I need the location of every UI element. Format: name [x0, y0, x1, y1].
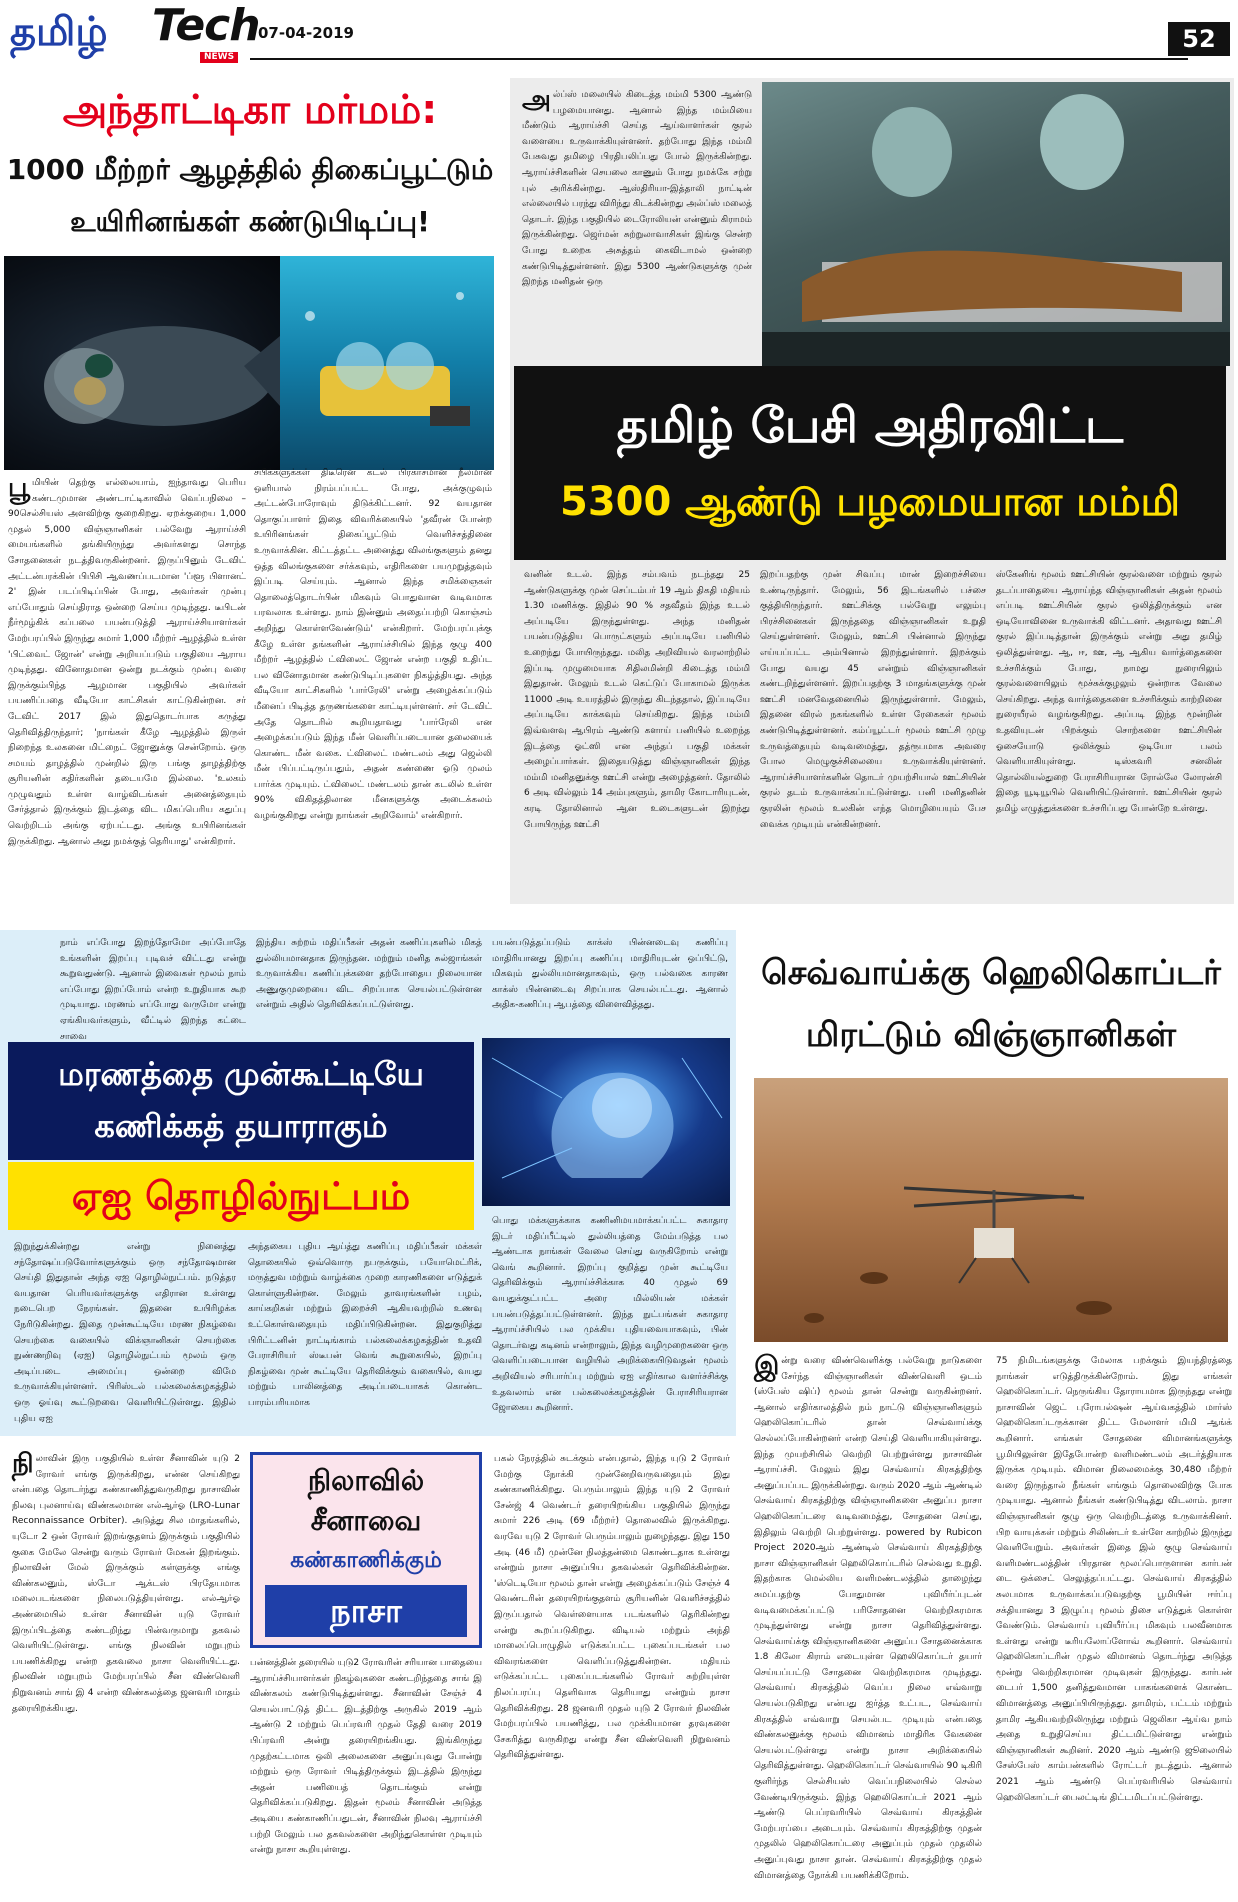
ai-headline-2: கணிக்கத் தயாராகும் [94, 1107, 388, 1145]
masthead-rule [250, 58, 1188, 60]
moon-col-1 [12, 1449, 240, 1898]
mars-text-1: ன்று வரை விண்வெளிக்கு பல்வேறு நாடுகளை சேர்ந்த விஞ்ஞானிகள் விண்வெளி ஒடம் (ஸ்பேஸ் ஷிப்) மூலம் தான் சென்று வருகின்றனர். ஆனால் எதிர்காலத்தில் நம் நாட்டு விஞ்ஞானிகளும் ஹெலிகொப்டரில் தான் செவ்வாய்க்கு செல்லப்போகின்றனர் என்ற செய்தி வெளியாகியுள்ளது. இந்த முயற்சியில் வெற்றி பெற்றுள்ளது நாசாவின் ஆராய்ச்சி. மேலும் இது செவ்வாய் கிரகத்திற்கு அனுப்பப்பட இருக்கின்றது. வரும் 2020 ஆம் ஆண்டில் செவ்வாய் கிரகத்திற்கு விஞ்ஞானிகளை அனுப்ப நாசா ஹெலிகொப்டரை வடிவமைத்து, சோதனை செய்து, இதிலும் வெற்றி பெற்றுள்ளது. powered by Rubicon Project 2020ஆம் ஆண்டில் செவ்வாய் கிரகத்திற்கு நாசா விஞ்ஞானிகள் ஹெலிகொப்டரில் செல்வது உறுதி. இதற்காக மெல்லிய வளிமண்டலத்தில் தாழைந்து சுமப்பதற்கு போதுமான புவியீர்ப்புடன் வடிவமைக்கப்பட்டு பரிசோதனை வெற்றிகரமாக முடிந்துள்ளது என்று நாசா தெரிவித்துள்ளது. செவ்வாய்க்கு விஞ்ஞானிகளை அனுப்ப சோதனைக்காக 1.8 கிலோ கிராம் எடையுள்ள ஹெலிகொப்டர் தயார் செய்யப்பட்டு சோதனை வெற்றிகரமாக முடிந்தது. செவ்வாய் கிரகத்தில் வெப்ப நிலை எவ்வாறு செயல்படுகிறது என்பது ஐர்த்த உட்பட, செவ்வாய் கிரகத்தில் எவ்வாறு செயல்பட முடியும் என்பதை விண்கலனுக்கு மூலம் விமானம் மாதிரிக வேகனை செயல்பட்டுள்ளது என்று நாசா அறிக்கையில் தெரிவித்துள்ளது. ஹெலிகொப்டர் செவ்வாயில் 90 டிகிரி குளிர்ந்த செல்சியஸ் வெப்பநிலையில் செல்ல வேண்டியிருக்கும். இந்த ஹெலிகொப்டர் 2021 ஆம் ஆண்டு பெப்ரவரியில் செவ்வாய் கிரகத்தின் மேற்பரப்பை அடையும். செவ்வாய் கிரகத்திற்கு முதன் முதலில் ஹெலிகொப்டரை அனுப்பும் முதல் முதலில் அனுப்புவது நாசா தான். செவ்வாய் கிரகத்திற்கு முதல் விமானத்தை நோக்கி பயணிக்கிறோம். [754, 1356, 982, 1881]
logo-news-badge: NEWS [200, 52, 238, 63]
moon-col-3 [494, 1452, 730, 1898]
ai-top-col-3 [492, 936, 728, 1036]
ai-headline-3: ஏஐ தொழில்நுட்பம் [8, 1162, 474, 1230]
antarctica-headline-2: 1000 மீற்றர் ஆழத்தில் திகைப்பூட்டும் [6, 153, 494, 186]
article-moon [0, 1446, 736, 1902]
mars-col-1 [754, 1351, 982, 1900]
mars-headline-2: மிரட்டும் விஞ்ஞானிகள் [805, 1015, 1177, 1055]
submarine-photo [280, 256, 494, 470]
mummy-text-1: வனின் உடல். இந்த சம்பவம் நடந்தது 25 ஆண்டுகளுக்கு முன் செப்டம்பர் 19 ஆம் திகதி மதியம் 1.30 மணிக்கு. இதில் 90 % சதவீதம் இந்த உடல் அப்படியே இருந்துள்ளது. அந்த மனிதன் பயன்படுத்திய பொருட்களும் அப்படியே பனியில் உறைந்து போயிருந்தது. மலித அறிவியல் வரலாற்றில் இப்படி முழுமையாக சிதிலமின்றி கிடைத்த மம்மி இதுதான். மேலும் உடல் கெட்டுப் போகாமல் இருக்க 11000 அடி உயரத்தில் இருந்து கிடந்ததால், இப்படியே அப்படியே காக்கவும் செய்கிறது. இந்த மம்மி இவ்வளவு ஆபிரம் ஆண்டு களாய் பனியில் உறைந்த இடத்தை ஓட்ஸி என அந்தப் பகுதி மக்கள் அழைப்பார்கள். இதையடுத்து விஞ்ஞானிகள் இந்த மம்மி மனிதனுக்கு ஊட்சி என்று அழைத்தனர். தோலில் 6 அடி வில்லும் 14 அம்புகளும், தாமிர கோடாரியுடன், கரடி தோலினால் ஆன உடைகளுடன் இறந்து போயிருந்த ஊட்சி [524, 570, 750, 830]
mummy-intro-col [522, 85, 752, 374]
ai-bottom-text-2: அந்தகைய புதிய ஆய்த்து கணிப்பு மதிப்பீகள் மக்கள் தொகையில் ஒவ்வொரு நபருக்கும், பயோமெட்ரிக், மருத்துவ மற்றும் வாழ்க்கை முறை காரணிகளை எடுத்துக் கொள்ளுகின்றன. மேலும் தாவரங்களின் பழம், காய்கறிகள் மற்றும் இறைச்சி ஆகியவற்றில் உணவு உட்கொள்வதையும் மதிப்பிடுகின்றன. இதுகுறித்து பிரிட்டனின் நாட்டிங்காம் பல்கலைக்கழகத்தின் உதவி பேராசிரியர் ஸ்டீபன் வெங் கூறுகையில், இறப்பு நிகழ்வை முன் கூட்டியே தெரிவிக்கும் வகையில், வயது மற்றும் பாலினத்தை அடிப்படையாகக் கொண்ட பாரம்பரியமாக [248, 1242, 482, 1408]
moon-text-3: பகல் நேரத்தில் சுடக்கும் என்பதால், இந்த யுடு 2 ரோவர் மேற்கு நோக்கி முன்னேறிவருவதையும் இது கண்காணிக்கிறது. பெரும்பாலும் இந்த யுடு 2 ரோவர் சேன்ஜ் 4 வெண்டர் தரையிறங்கிய பகுதியில் இருந்து சுமார் 226 அடி (69 மீற்றர்) தொலைவில் இருக்கிறது. வரவே யுடு 2 ரோவர் பெரும்பாலும் நுழைந்தது. இது 150 அடி (46 மீ) முன்னே நிலத்தன்மை கொண்டதாக உள்ளது என்றும் நாசா அனுப்பிய தகவல்கள் தெரிவிக்கின்றன. 'ஸ்டெடியோ மூலம் தான் என்று அழைக்கப்படும் சேஞ்ச் 4 வெண்டரின் தரையிறங்குதளம் சூரியனின் வெளிச்சத்தில் இருப்பதால் வெள்ளையாக படங்களில் தெரிகின்றது என்று கூறப்படுகிறது. விடியல் மற்றும் அந்தி மாலைப்பொழுதில் எடுக்கப்பட்ட புகைப்படங்கள் பல விவரங்களை வெளிப்படுத்துகின்றன. மதியம் எடுக்கப்பட்ட புகைப்படங்களில் ரோவர் சுற்றியுள்ள நிலப்பரப்பு தெளிவாக தெரியாது என்றும் நாசா தெரிவிக்கிறது. 28 ஜனவரி முதல் யுடு 2 ரோவர் நிலவின் மேற்பரப்பில் பயணித்து, பல முக்கியமான தரவுகளை சேகரித்து வருகிறது என்று சீன விண்வெளி நிறுவனம் தெரிவித்துள்ளது. [494, 1454, 730, 1761]
antarctica-text-1: மியின் தெற்கு எல்லையாம், ஐந்தாவது பெரிய கண்டமுமான அண்டாட்டிகாவில் வெப்பநிலை –90செல்சியஸ் அளவிற்கு குறைகிறது. ஏறக்குறைய 1,000 முதல் 5,000 விஞ்ஞானிகள் பல்வேறு ஆராய்ச்சி மையங்களில் தங்கியிருந்து அவர்களது சொந்த சோதனைகள் நடத்திவருகின்றனர். இருப்பினும் டேவிட் அட்டன்பரக்கின் பிபிசி ஆவணப்படமான 'ப்ளூ பிளானட் 2' இன் படப்பிடிப்பின் போது, அவர்கள் முன்பு எப்போதும் செய்திராத ஒன்றை செய்ய முடிந்தது. டீபிடன் நீர்மூழ்கிக் கப்பலை பயன்படுத்தி ஆராய்ச்சியாளர்கள் மேற்பரப்பில் இருந்து சுமார் 1,000 மீற்றர் ஆழத்தில் உள்ள 'பிட்வைட் ஜோன்' என்று அறியப்படும் பகுதியை ஆராய முடிந்தது. வினோதமான ஒன்று நடக்கும் முன்பு வரை இருக்கும்பிந்த ஆழமான பகுதியில் அவர்கள் பயணிப்பதை வீடியோ காட்சிகள் காட்டுகின்றன. சர் டேவிட் 2017 இல் இதுதொடர்பாக கருத்து தெரிவித்திருந்தார்; 'நாங்கள் கீழே ஆழத்தில் இருள் நிறைந்த உலகனை மிட்நைட் ஜோனுக்கு சென்றோம். ஒரு சமயம் தாழத்தில் முன்றில் இரு பங்கு தாழத்திற்கு சூரியனின் கதிர்களின் தடையமே இல்லை. 'உலகம் முழுவதும் உள்ள வாழ்விடங்கள் அனைத்தையும் சேர்த்தால் இருக்கும் இடத்தை விட மிகப்பெரிய கதுப்பு வெற்றிடம் அங்கு ஏற்பட்டது. அங்கு உயிரினங்கள் இருக்கிறது. ஆனால் அது நமக்குத் தெரியாது' என்கிறார். [8, 478, 246, 847]
logo-tamil: தமிழ் [10, 9, 108, 55]
mars-helicopter-photo [754, 1078, 1228, 1342]
mummy-headline-2: 5300 ஆண்டு பழமையான மம்மி [559, 479, 1181, 525]
moon-headline-3: கண்காணிக்கும் [290, 1548, 442, 1573]
ai-bottom-col-1 [14, 1240, 236, 1432]
mummy-col-1 [524, 568, 750, 898]
ai-top-text-1: நாம் எப்போது இறந்தோமோ அப்போதே உங்களின் இறப்பு புடிவச் விட்டது என்று கூறுவதுண்டு. ஆனால் இவைகள் மூலம் நாம் எப்போது இறப்போம் என்ற உறுதியாக கூற முடியாது. மரணம் எப்போது வருமோ என்று ஏங்கியவர்களும், வீட்டில் இறந்த கட்டை சாவை [60, 938, 246, 1042]
antarctica-dropcap: பூ [8, 473, 30, 503]
article-mars [744, 926, 1238, 1902]
ai-top-col-2 [256, 936, 482, 1036]
mummy-text-2: இறப்பதற்கு முன் சிவப்பு மான் இறைச்சியை உண்டிருந்தார். மேலும், 56 இடங்களில் பச்சை குத்தியிருந்தார். ஊட்சிக்கு பல்வேறு எலும்பு பிரச்சினைகள் இருந்ததை விஞ்ஞானிகள் உறுதி செய்துள்ளனர். மேலும், ஊட்சி பின்னால் இருந்து எய்யப்பட்ட அம்பினால் இறந்துள்ளார். இறக்கும் போது வயது 45 என்றும் விஞ்ஞானிகள் கண்டறிந்துள்ளனர். இறப்பதற்கு 3 மாதங்களுக்கு முன் ஊட்சி மனவேதனையில் இருந்துள்ளார். மேலும், இதனை விரல் நகங்களில் உள்ள ரேகைகள் மூலம் கண்டுபிடித்துள்ளனர். கம்ப்யூட்டர் மூலம் ஊட்சி முழு உருவத்தையும் வடிவமைத்து, தத்ரூபமாக அவரை போல மெழுகுச்சிலையை உருவாக்கியுள்ளனர். ஆராய்ச்சியாளர்களின் தொடர் முயற்சியால் ஊட்சியின் குரல் தடம் உருவாக்கப்பட்டுள்ளது. பனி மனிதனின் குரலின் மூலம் உலகின் எந்த மொழியையும் பேச வைக்க முடியும் என்கின்றனர். [760, 570, 986, 830]
antarctica-col-2 [254, 466, 492, 900]
ai-headline-1: மரணத்தை முன்கூட்டியே [58, 1055, 424, 1093]
ghost-fish-photo [4, 256, 280, 470]
ai-bottom-text-1: இறுந்துக்கின்றது என்று நினைத்து சந்தோஷப்படுவோர்களுக்கும் ஒரு சந்தோஷமான செய்தி இதுதான் அந்த ஏஐ தொழில்நுட்பம். நடுத்தர வயதான பெரியவர்களுக்கு எதிரான உள்ளது நடைபெற நேரங்கள். இதனை உயிரிழக்க நேரிடுகின்றது. இதை முன்கூட்டியே மரண நிகழ்வை செயற்கை வகையில் விக்ஞானிகள் செயற்கை நுண்ணறிவு (ஏஐ) தொழில்நுட்பம் மூலம் ஒரு அடிப்படை அமைப்பு ஒன்றை விமே உருவாக்கியுள்ளனர். பிரிஸ்டல் பல்கலைக்கழகத்தில் ஒரு ஓய்வு கூட்டுறவை வெளியிட்டுள்ளது. இதில் புதிய ஏஐ [14, 1242, 236, 1424]
mars-headline-1: செவ்வாய்க்கு ஹெலிகொப்டர் [761, 953, 1221, 993]
ai-right-text: பொது மக்களுக்காக கணினிமயமாக்கப்பட்ட சுகாதார இடர் மதிப்பீட்டில் துல்லியத்தை மேம்படுத்த பல ஆண்டாக நாங்கள் வேலை செய்து வருகிறோம் என்று வெங் கூறினார். இறப்பு குறித்து முன் கூட்டியே தெரிவிக்கும் ஆராய்ச்சிக்காக 40 முதல் 69 வயதுக்குட்பட்ட அரை மில்லியன் மக்கள் பயன்படுத்தப்பட்டுள்ளனர். இந்த நுட்பங்கள் சுகாதார ஆராய்ச்சியில் பல முக்கிய புதியவையாகவும், பின் தொடர்வது கடினம் என்றாலும், இந்த வழிமுறைகளை ஒரு வெளிப்படையான வழியில் அறிக்கையிடுவதன் மூலம் அறிவியல் சரிபார்ப்பு மற்றும் ஏஐ எதிர்கால வளர்ச்சிக்கு உதவலாம் என பல்கலைக்கழகத்தின் பேராசிரியரான ஜோகைய கூறினார். [492, 1216, 728, 1414]
mummy-col-2 [760, 568, 986, 898]
moon-col-2 [250, 1656, 482, 1898]
mars-text-2: 75 நிமிடங்களுக்கு மேலாக பறக்கும் இயந்திரத்தை நாங்கள் எடுத்திருக்கின்றோம். இது எங்கள் ஹெலிகொப்டர். நெருங்கிய தோராயமாக இருந்தது என்று நாசாவின் ஜெட் புரோபல்ஷன் ஆய்வகத்தில் மார்ஸ் ஹெலிகொப்டருக்கான திட்ட மேலாளர் மிமி ஆங்க் கூறினார். எங்கள் சோதனை விமானங்களுக்கு பூமியிலுள்ள இதேபோன்ற வளிமண்டலம் அடர்த்தியாக இருக்க முடியும். விமான நிலைமைக்கு 30,480 மீற்றர் வரை இருந்தால் நீங்கள் எங்கும் தொலைவிற்கு போக முடியாது. ஆனால் நீங்கள் கண்டுபிடித்து விடலாம். நாசா விஞ்ஞானிகள் குழு ஒரு வெற்றிடத்தை உருவாக்கினர். பிற வாயுக்கள் மற்றும் சிலிண்டர் உள்ளே காற்றில் இருந்து வெளியேறும். அவர்கள் இதை இல் குழு செவ்வாய் வளிமண்டலத்தின் பிரதான மூலப்பொருளான கார்பன் டை ஒக்சைட் செலுத்தப்பட்டது. செவ்வாய் கிரகத்தில் சுலபமாக உருவாக்கப்படுவதற்கு பூமியின் ஈர்ப்பு சக்தியானது 3 இழுப்பு மூலம் திசை எடுத்துக் கொள்ள வேண்டும். செவ்வாய் புவியீர்ப்பு மிகவும் பலவீனமாக உள்ளது என்று டீரியலோப்ளோவ் கூறினார். செவ்வாய் ஹெலிகொப்டரின் முதல் விமானம் தொடர்ந்து அடுத்த மூன்று வெற்றிகரமான முடிவுகள் இருந்தது. கார்பன் டைபர் 1,500 தனித்துவமான பாகங்களைக் கொண்ட விமானத்தை அனுப்பியிருந்தது. தாமிரம், பட்டம் மற்றும் தாமிர ஆகியவற்றிலிருந்து மற்றும் ஜெலிகா ஆய்வ நாம் அதை உறுதிசெய்ய திட்டமிட்டுள்ளது என்றும் விஞ்ஞானிகள் கூறினர். 2020 ஆம் ஆண்டு ஜூலையில் சேஸ்பேஸ் காம்பன்களில் ரோட்டர் நடத்தும். ஆனால் 2021 ஆம் ஆண்டு பெப்ரவரியில் செவ்வாய் ஹெலிகொப்டர் பைலட்டிங் திட்டமிடப்பட்டுள்ளது. [996, 1356, 1232, 1803]
ai-brain-photo [482, 1038, 730, 1206]
moon-dropcap: நி [12, 1449, 34, 1479]
moon-headline-2: சீனாவை [310, 1504, 422, 1537]
ai-right-col [492, 1214, 728, 1432]
ai-top-text-2: இந்திய சுற்றம் மதிப்பீகள் அதன் கணிப்புகளில் மிகத் துல்லியமானதாக இருந்தன. மற்றும் மனித சுல்ஜாங்கள் உருவாக்கிய கணிப்புக்களை தற்போதைய நிலையான அணுகுமுறையை விட சிறப்பாக செயல்பட்டுள்ளன என்றும் அதில் தெரிவிக்கப்பட்டுள்ளது. [256, 938, 482, 1011]
moon-headline-1: நிலாவில் [307, 1464, 425, 1497]
antarctica-text-2: சபிக்களுக்கள் திடீரென கடல் பிரகாசமான நீலமான ஒளியால் நிரம்பப்பட்ட போது, அக்குழுவும் அட்டன்போரோவும் திடுக்கிட்டனர். 92 வயதான தொகுப்பாளர் இதை விவரிக்கையில் 'தவீரன் போன்ற உயிரினங்கள் திகைப்பூட்டும் வெளிச்சத்தினை உருவாக்கின. கிட்டத்தட்ட அனைத்து விலங்குகளும் தனது ஒத்த விலங்குகளை சர்க்கவும், எதிரிகளை பயமுறுத்தவும் இப்படி செய்யும். ஆனால் இந்த சமிக்ஞைகள் தொலைத்தொடர்பின் மிகவும் பொதுவான வடிவமாக பரவலாக உள்ளது. நாம் இன்னும் அதைப்பற்றி கொஞ்சம் அறிந்து கொள்ளவேண்டும்' என்கிறார். மேற்பரப்புக்கு கீழே உள்ள தங்களின் ஆராய்ச்சியில் இந்த குழு 400 மீற்றர் ஆழத்தில் ட்விலைட் ஜோன் என்ற பகுதி உதிப்ட பல வினோதமான கண்டுபிடிப்புகளை நிகழ்த்தியது. அந்த வீடியோ காட்சிகளில் 'பார்ரேலி' என்று அழைக்கப்படும் மீனைப் பிடித்த தருணங்களை காட்டியுள்ளனர். சர் டேவிட் அதே தொடரில் கூறியதாவது 'பார்ரேலி என அழைக்கப்படும் இந்த மீன் வெளிப்படையான தலையைக் கொண்ட மீன் வகை. ட்விலைட் மண்டலம் அது ஜெல்லி மீன் பிப்பட்டிருப்பதும், அதன் கண்ணை ஓடு முலம் பார்க்க முடியும். ட்விலைட் மண்டலம் தான் கடலில் உள்ள 90% விகிதத்திலான மீனகளுக்கு அடைக்கலம் வழங்குகிறது என்று நாங்கள் அறிவோம்' என்கிறார். [254, 468, 492, 822]
moon-text-1: லாவின் இரு பகுதியில் உள்ள சீனாவின் யுடு 2 ரோவர் எங்கு இருக்கிறது, என்ன செய்கிறது என்பதை தொடர்ந்து கண்காணித்துவருகிறது நாசாவின் நிலவு புலனாய்வு விண்கலமான எல்ஆர்ஓ (LRO-Lunar Reconnaissance Orbiter). அடுத்து சில மாதங்களில், யுடோ 2 ஒன் ரோவர் இறங்குதளம் இருக்கும் பகுதியில் குகை மேலே சென்று வரும் ரோவர் மேகன் இறங்கும். நிலாவின் மேல் இருக்கும் கள்ளுக்கு எங்கு விண்கலனும், ஸ்டோ ஆக்டஸ் பிரதேயமாக மலைபடங்களை நிலைபடுத்தியுள்ளது. எல்ஆர்ஓ அண்மையில் உள்ள சீனாவின் யுடு ரோவர் இருப்பிடத்தை கண்டறிந்து பின்வருமாறு தகவல் வெளியிட்டுள்ளது. எங்கு நிலவின் மறுபுறம் பயணிக்கிறது என்ற தகவலை நாசா வெளியிட்டது. நிலவின் மறுபுறம் மேற்பரப்பில் சீன விண்வெளி நிறுவனம் சாங் இ 4 என்ற விண்கலத்தை ஜனவரி மாதம் தரையிறக்கியது. [12, 1454, 240, 1714]
masthead [0, 0, 1238, 64]
mummy-intro-text: ல்ப்ஸ் மலையில் கிடைத்த மம்மி 5300 ஆண்டு பழமையானது. ஆனால் இந்த மம்மியை மீண்டும் ஆராய்ச்சி செய்த ஆய்வாளர்கள் குரல் வளையை உருவாக்கியுள்ளனர். தற்போது இந்த மம்மி பேசுவது தமிழை பிரதிபலிப்பது போல் இருக்கின்றது. ஆராய்ச்சிகளின் செயலை காணும் போது நமக்கே சற்று புல் அரிக்கின்றது. ஆஸ்திரியா-இத்தாலி நாட்டின் எல்லையில் பரந்து விரிந்து கிடக்கின்றது அல்ப்ஸ் மலைத் தொடர். இந்த பகுதியில் டைரோலியன் என்னும் கிராமம் இருக்கின்றது. ஜெர்மன் சுற்றுலாவாசிகள் இங்கு சென்ற போது உறைக அசுத்தம் கைவிடாமல் ஒன்றை கண்டுபிடித்துள்ளனர். இது 5300 ஆண்டுகளுக்கு முன் இறந்த மனிதன் ஒரு [522, 90, 752, 288]
ai-top-text-3: பயன்படுத்தப்படும் காக்ஸ் பின்னடைவு கணிப்பு மாதிரியானது இறப்பு கணிப்பு மாதிரியுடன் ஒப்பிட்டு, மிகவும் துல்லியமானதாகவும், ஒரு பல்வகை காரண காக்ஸ் பின்னடைவு சிறப்பாக செயல்பட்டது. ஆனால் அதிக-கணிப்பு ஆபத்தை விளைவித்தது. [492, 938, 728, 1011]
mummy-text-3: ஸ்கேனிங் மூலம் ஊட்சியின் குரல்வளை மற்றும் குரல் தடப்பாதையை ஆராய்ந்த விஞ்ஞானிகள் அதன் மூலம் எப்படி ஊட்சியின் குரல் ஒலித்திருக்கும் என ஒடியோவினை உருவாக்கி விட்டனர். அதாவது ஊட்சி குரல் இப்படித்தான் இருக்கும் என்று அது தமிழ் ஒலித்துள்ளது. ஆ, ஈ, ஊ, ஆ ஆகிய வார்த்தைகளை உச்சரிக்கும் போது, நாமது நுரையிலும் குரல்வளையிலும் மூச்சுக்குழலும் ஒன்றாக வேலை செய்கிறது. அந்த வார்த்தைகளை உச்சரிக்கும் காற்றினை நுரையீரல் வழங்குகிறது. அப்படி இந்த மூன்றின் உதவியுடன் பிறக்கும் சொற்களை ஊட்சியின் ஓசையோடு ஒலிக்கும் ஒடியோ பலம் வெளியாகியுள்ளது. டிஸ்கவரி சனலின் தொல்லியல்துறை பேராசிரியரான ரோல்லே லோரன்சி இதை யூடியூபில் வெளியிட்டுள்ளார். ஊட்சியின் குரல் தமிழ் எழுத்துக்களை உச்சரிப்பது போன்றே உள்ளது. [996, 570, 1222, 814]
mummy-banner [514, 366, 1226, 560]
antarctica-col-1 [8, 473, 246, 900]
mummy-headline-1: தமிழ் பேசி அதிரவிட்ட [616, 398, 1124, 454]
article-antarctica [0, 78, 500, 904]
page-number: 52 [1168, 22, 1230, 56]
antarctica-headline-3: உயிரினங்கள் கண்டுபிடிப்பு! [70, 205, 430, 238]
logo-tech: Tech [152, 0, 260, 51]
issue-date: 07-04-2019 [258, 24, 354, 42]
moon-text-2: பன்னத்தின் தரையில் யுடு2 ரோவரின் சரியான பாதையை ஆராய்ச்சியாளர்கள் நிகழ்வுகளை கண்டறிந்ததை சாங் இ விண்கலம் கண்டுபிடித்துள்ளது. சீனாவின் சேஞ்ச் 4 செயல்பாட்டுத் திட்ட இடத்திற்கு அருகில் 2019 ஆம் ஆண்டு 2 மற்றும் பெப்ரவரி முதல் தேதி வரை 2019 பிப்ரவரி அன்று தரையிறங்கியது. இங்கிருந்து முதற்கட்டமாக ஒலி அலைகளை அனுப்புவது போன்று மற்றும் ஒரு ரோவர் பிடித்திருக்கும் இடத்தில் இருந்து அதன் பணியைத் தொடங்கும் என்று தெரிவிக்கப்படுகிறது. இதன் மூலம் சீனாவின் அடுத்த அடியை கண்காணிப்பதுடன், சீனாவின் நிலவு ஆராய்ச்சி பற்றி மேலும் பல தகவல்களை அறிந்துகொள்ள முடியும் என்று நாசா கூறியுள்ளது. [250, 1658, 482, 1856]
article-ai [0, 930, 736, 1436]
moon-headline-4: நாசா [265, 1585, 467, 1637]
ai-headline-box [8, 1042, 474, 1160]
mummy-photo [762, 82, 1230, 366]
article-mummy [510, 78, 1234, 904]
mummy-col-3 [996, 568, 1222, 898]
moon-headline-box [250, 1452, 482, 1648]
ai-top-col-1 [60, 936, 246, 1042]
mummy-dropcap: அ [522, 85, 551, 115]
mars-col-2 [996, 1354, 1232, 1900]
mars-dropcap: இ [754, 1351, 780, 1381]
ai-bottom-col-2 [248, 1240, 482, 1432]
antarctica-headline-1: அந்தாட்டிகா மர்மம்: [62, 87, 438, 133]
